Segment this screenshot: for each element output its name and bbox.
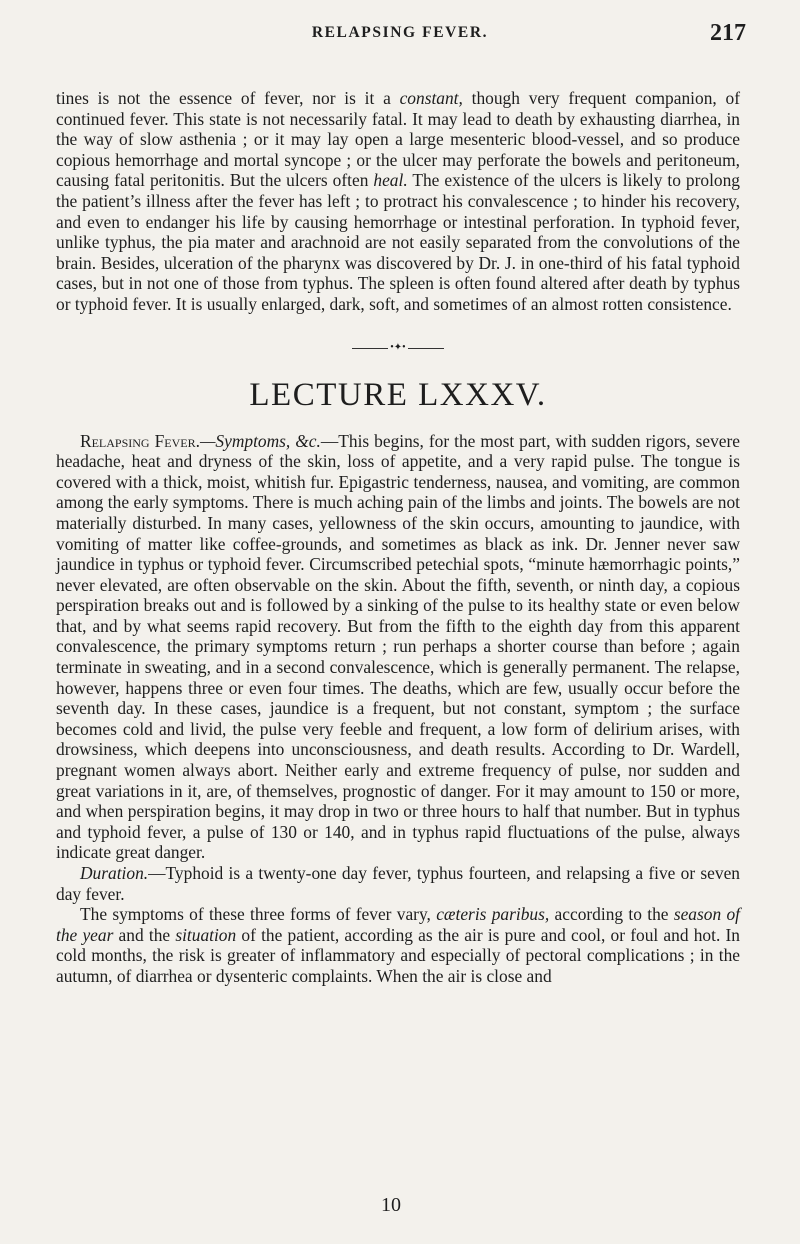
- running-head: [0, 22, 800, 52]
- running-title: RELAPSING FEVER.: [311, 24, 489, 41]
- paragraph-duration: Duration.—Typhoid is a twenty-one day fever, typhus fourteen, and relapsing a five or seven day fever.: [56, 863, 740, 904]
- paragraph-symptoms: Relapsing Fever.—Symptoms, &c.—This begins, for the most part, with sudden rigors, severe headache, heat and dryness of the skin, loss of appetite, and a very rapid pulse. The tongue is covered with a thick, moist, whitish fur. Epigastric tenderness, nausea, and vomiting, are common among the early symptoms. There is much aching pain of the limbs and joints. The bowels are not materially disturbed. In many cases, yellowness of the skin occurs, amounting to jaundice, with vomiting of matter like coffee-grounds, and sometimes as black as ink. Dr. Jenner never saw jaundice in typhus or typhoid fever. Circumscribed petechial spots, “minute hæmorrhagic points,” never elevated, are often observable on the skin. About the fifth, seventh, or ninth day, a copious perspiration breaks out and is followed by a sinking of the pulse to its healthy state or even below that, and by what seems rapid recovery. But from the fifth to the eighth day from this apparent convalescence, the primary symptoms return ; run perhaps a shorter course than before ; again terminate in sweating, and in a second convalescence, which is generally permanent. The relapse, however, happens three or even four times. The deaths, which are few, usually occur before the seventh day. In these cases, jaundice is a frequent, but not constant, symptom ; the surface becomes cold and livid, the pulse very feeble and frequent, a low form of delirium arises, with drowsiness, which deepens into unconsciousness, and death results. According to Dr. Wardell, pregnant women always abort. Neither early and extreme frequency of pulse, nor sudden and great variations in it, are, of themselves, prognostic of danger. For it may amount to 150 or more, and when perspiration begins, it may drop in two or three hours to half that number. But in typhus and typhoid fever, a pulse of 130 or 140, and in typhus rapid fluctuations of the pulse, always indicate great danger.: [56, 430, 740, 863]
- divider-ornament: •✦•: [388, 342, 408, 354]
- lecture-heading: LECTURE LXXXV.: [249, 376, 547, 413]
- paragraph-ulcers: tines is not the essence of fever, nor is it a constant, though very frequent companion, of continued fever. This state is not necessarily fatal. It may lead to death by exhausting diarrhea, in the way of slow asthenia ; or it may lay open a large mesenteric blood-vessel, and so produce copious hemorrhage and mortal syncope ; or the ulcer may perforate the bowels and peritoneum, causing fatal peritonitis. But the ulcers often heal. The existence of the ulcers is likely to prolong the patient’s illness after the fever has left ; to protract his convalescence ; to hinder his recovery, and even to endanger his life by causing hemorrhage or intestinal perforation. In typhoid fever, unlike typhus, the pia mater and arachnoid are not easily separated from the convolutions of the brain. Besides, ulceration of the pharynx was discovered by Dr. J. in one-third of his fatal typhoid cases, but in not one of those from typhus. The spleen is often found altered after death by typhus or typhoid fever. It is usually enlarged, dark, soft, and sometimes of an almost rotten consistence.: [56, 88, 740, 314]
- body-text: [56, 88, 740, 987]
- signature-mark: 10: [381, 1194, 401, 1216]
- paragraph-variations: The symptoms of these three forms of fever vary, cæteris paribus, according to the season of the year and the situation of the patient, according as the air is pure and cool, or foul and hot. In cold months, the risk is greater of inflammatory and especially of pectoral complications ; in the autumn, of diarrhea or dysenteric complaints. When the air is close and: [56, 904, 740, 986]
- section-heading: Relapsing Fever.: [80, 430, 200, 451]
- section-divider: [352, 343, 444, 353]
- page-number: 217: [710, 20, 746, 46]
- duration-heading: Duration.: [80, 863, 149, 883]
